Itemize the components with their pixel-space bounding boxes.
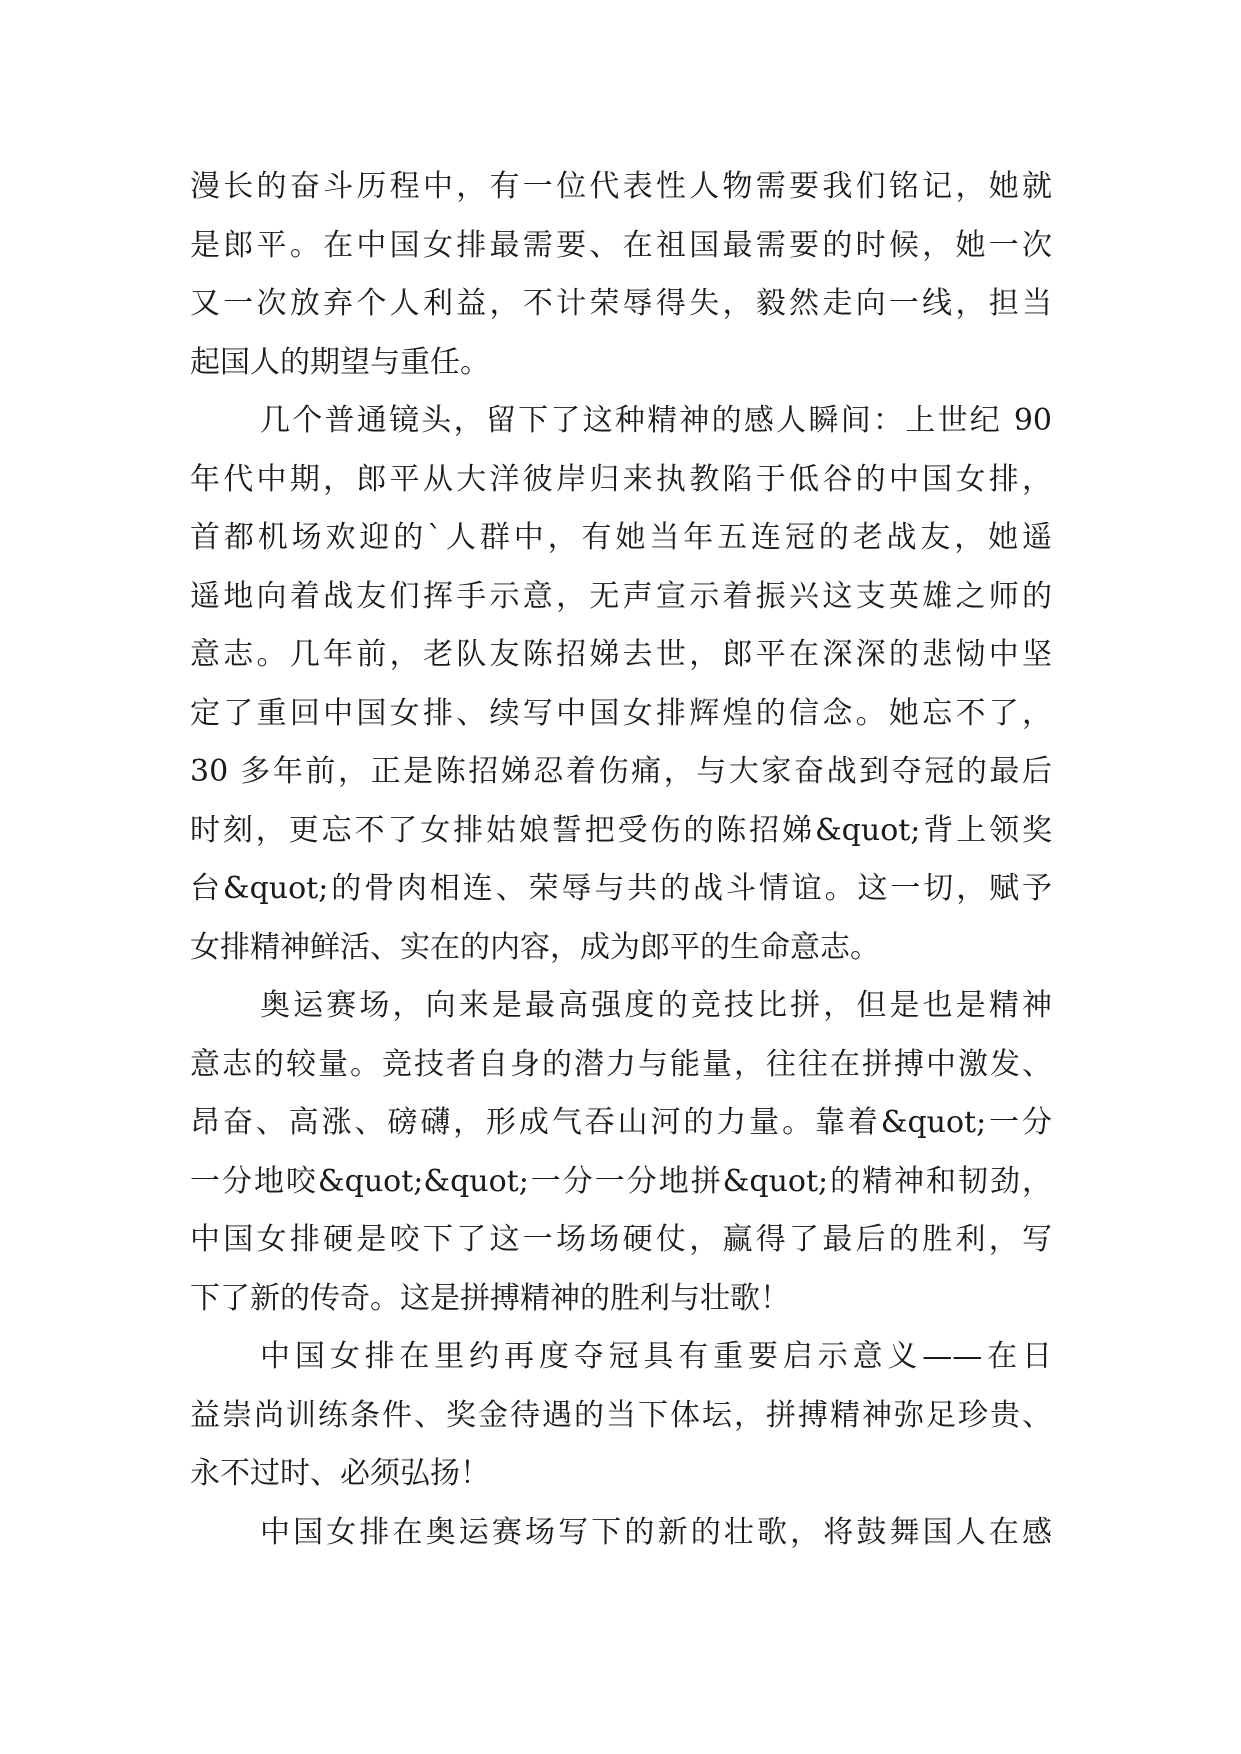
document-body: [190, 158, 1052, 1562]
text-line: 下了新的传奇。这是拼搏精神的胜利与壮歌！: [190, 1280, 790, 1316]
paragraph: [190, 1504, 1052, 1563]
text-line: 遥地向着战友们挥手示意，无声宣示着振兴这支英雄之师的: [190, 578, 1052, 614]
paragraph: [190, 1328, 1052, 1504]
text-line: 昂奋、高涨、磅礴，形成气吞山河的力量。靠着&quot;一分: [190, 1105, 1052, 1140]
text-line: 起国人的期望与重任。: [190, 344, 490, 380]
text-line: 又一次放弃个人利益，不计荣辱得失，毅然走向一线，担当: [190, 286, 1052, 321]
text-line: 时刻，更忘不了女排姑娘誓把受伤的陈招娣&quot;背上领奖: [190, 812, 1052, 848]
text-line: 益崇尚训练条件、奖金待遇的当下体坛，拼搏精神弥足珍贵、: [190, 1397, 1052, 1433]
text-line: 女排精神鲜活、实在的内容，成为郎平的生命意志。: [190, 929, 880, 965]
text-line: 年代中期，郎平从大洋彼岸归来执教陷于低谷的中国女排，: [190, 461, 1052, 497]
text-line: 中国女排硬是咬下了这一场场硬仗，赢得了最后的胜利，写: [190, 1222, 1052, 1257]
text-line: 台&quot;的骨肉相连、荣辱与共的战斗情谊。这一切，赋予: [190, 871, 1052, 906]
text-line: 意志。几年前，老队友陈招娣去世，郎平在深深的悲恸中坚: [190, 637, 1052, 672]
text-line: 定了重回中国女排、续写中国女排辉煌的信念。她忘不了，: [190, 695, 1052, 731]
paragraph: [190, 392, 1052, 977]
text-line: 一分地咬&quot;&quot;一分一分地拼&quot;的精神和韧劲，: [190, 1163, 1052, 1199]
text-line: 意志的较量。竞技者自身的潜力与能量，往往在拼搏中激发、: [190, 1046, 1052, 1082]
paragraph: [190, 977, 1052, 1328]
text-line: 几个普通镜头，留下了这种精神的感人瞬间：上世纪 90: [260, 403, 1052, 438]
text-line: 是郎平。在中国女排最需要、在祖国最需要的时候，她一次: [190, 227, 1052, 263]
text-line: 首都机场欢迎的`人群中，有她当年五连冠的老战友，她遥: [190, 520, 1052, 555]
text-line: 30 多年前，正是陈招娣忍着伤痛，与大家奋战到夺冠的最后: [190, 754, 1052, 789]
text-line: 中国女排在里约再度夺冠具有重要启示意义——在日: [260, 1339, 1052, 1374]
text-line: 漫长的奋斗历程中，有一位代表性人物需要我们铭记，她就: [190, 169, 1052, 204]
paragraph: [190, 158, 1052, 392]
text-line: 永不过时、必须弘扬！: [190, 1456, 490, 1491]
text-line: 奥运赛场，向来是最高强度的竞技比拼，但是也是精神: [260, 988, 1052, 1023]
text-line: 中国女排在奥运赛场写下的新的壮歌，将鼓舞国人在感: [260, 1514, 1052, 1550]
